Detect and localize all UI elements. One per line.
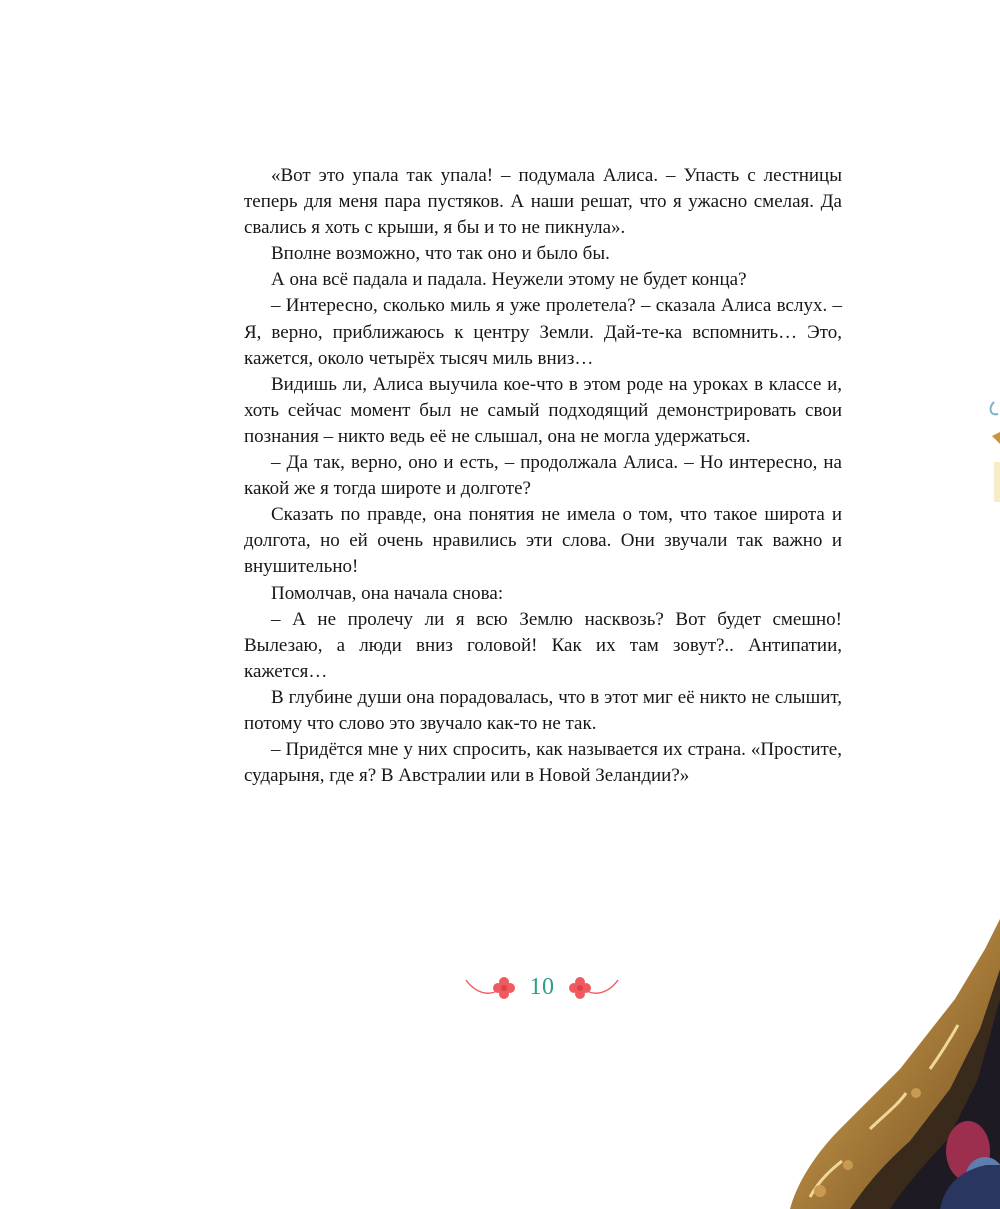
paragraph-10: В глубине души она порадовалась, что в этот миг её никто не слышит, потому что слово это звучало как-то не так. xyxy=(244,686,842,734)
body-text xyxy=(244,163,842,789)
paragraph-3: А она всё падала и падала. Неужели этому не будет конца? xyxy=(271,269,747,291)
paragraph-4: – Интересно, сколько миль я уже пролетела? – сказала Алиса вслух. – Я, верно, приближаюсь к центру Земли. Дай-те-ка вспомнить… Это, кажется, около четырёх тысяч миль вниз… xyxy=(244,295,842,369)
paragraph-2: Вполне возможно, что так оно и было бы. xyxy=(271,243,610,265)
paragraph-5: Видишь ли, Алиса выучила кое-что в этом роде на уроках в классе и, хоть сейчас момент был не самый подходящий демонстрировать свои познания – никто ведь её не слышал, она не могла удержаться. xyxy=(244,373,842,447)
gilded-frame-illustration-icon xyxy=(780,879,1000,1209)
paragraph-1: «Вот это упала так упала! – подумала Алиса. – Упасть с лестницы теперь для меня пара пустяков. А наши решат, что я ужасно смелая. Да свались я хоть с крыши, я бы и то не пикнула». xyxy=(244,165,842,239)
paragraph-11: – Придётся мне у них спросить, как называется их страна. «Простите, сударыня, где я? В Австралии или в Новой Зеландии?» xyxy=(244,739,842,787)
paragraph-7: Сказать по правде, она понятия не имела о том, что такое широта и долгота, но ей очень нравились эти слова. Они звучали так важно и внушительно! xyxy=(244,504,842,578)
page-number: 10 xyxy=(529,974,555,1000)
paragraph-9: – А не пролечу ли я всю Землю насквозь? Вот будет смешно! Вылезаю, а люди вниз головой! Как их там зовут?.. Антипатии, кажется… xyxy=(244,608,842,682)
paragraph-8: Помолчав, она начала снова: xyxy=(271,582,504,604)
page-number-block xyxy=(462,966,622,1010)
edge-illustration-fragment xyxy=(984,392,1000,512)
paragraph-6: – Да так, верно, оно и есть, – продолжала Алиса. – Но интересно, на какой же я тогда широте и долготе? xyxy=(244,452,842,500)
